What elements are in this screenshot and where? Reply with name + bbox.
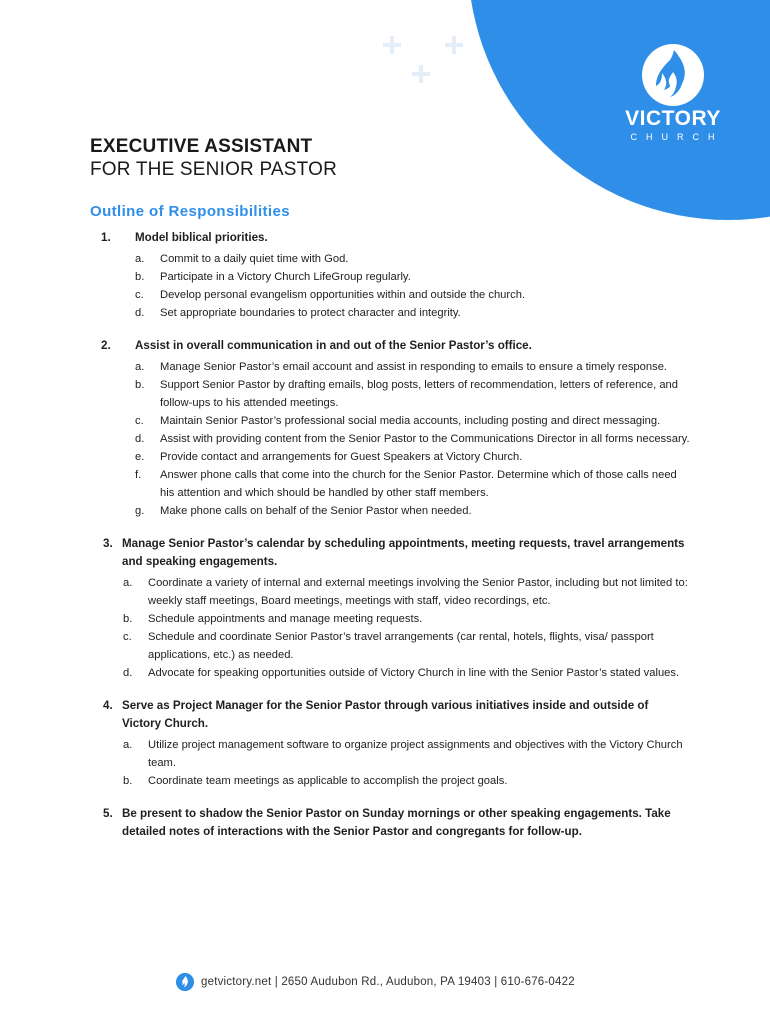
item-number: 3. — [103, 537, 113, 550]
item-letter: g. — [135, 505, 145, 517]
item-text: Advocate for speaking opportunities outside of Victory Church in line with the Senior Pastor’s stated values. — [148, 667, 680, 679]
list-item — [90, 664, 690, 682]
item-letter: d. — [123, 667, 133, 679]
responsibilities-list — [90, 229, 690, 856]
item-text: Utilize project management software to organize project assignments and objectives with the Victory Church team. — [148, 739, 683, 769]
page-title: EXECUTIVE ASSISTANT — [90, 136, 313, 157]
list-item — [90, 430, 690, 448]
item-text: Schedule and coordinate Senior Pastor’s travel arrangements (car rental, hotels, flights, visa/ passport applications, etc.) as needed. — [148, 631, 654, 661]
item-heading: Manage Senior Pastor’s calendar by scheduling appointments, meeting requests, travel arrangements and speaking engagements. — [122, 537, 685, 568]
list-item — [90, 574, 690, 610]
responsibility-3 — [90, 535, 690, 682]
item-number: 1. — [101, 231, 111, 244]
item-letter: d. — [135, 433, 145, 445]
item-heading: Assist in overall communication in and out of the Senior Pastor’s office. — [135, 339, 532, 352]
list-item — [90, 466, 690, 502]
page-subtitle: FOR THE SENIOR PASTOR — [90, 159, 338, 180]
item-text: Manage Senior Pastor’s email account and assist in responding to emails to ensure a timely response. — [160, 361, 668, 373]
list-item — [90, 268, 690, 286]
item-letter: b. — [135, 379, 145, 391]
item-number: 2. — [101, 339, 111, 352]
item-text: Participate in a Victory Church LifeGroup regularly. — [160, 271, 411, 283]
item-heading: Model biblical priorities. — [135, 231, 268, 244]
item-letter: b. — [123, 775, 133, 787]
flame-icon — [640, 42, 706, 108]
list-item — [90, 772, 690, 790]
item-letter: c. — [135, 415, 144, 427]
item-letter: b. — [135, 271, 145, 283]
item-text: Assist with providing content from the Senior Pastor to the Communications Director in all forms necessary. — [160, 433, 690, 445]
list-item — [90, 250, 690, 268]
list-item — [90, 358, 690, 376]
item-heading: Be present to shadow the Senior Pastor on Sunday mornings or other speaking engagements. Take detailed notes of interactions with the Senior Pastor and congregants for follow-up. — [122, 807, 671, 838]
item-text: Make phone calls on behalf of the Senior Pastor when needed. — [160, 505, 472, 517]
item-letter: c. — [123, 631, 132, 643]
item-letter: a. — [123, 739, 133, 751]
plus-decoration-icon — [445, 36, 463, 54]
list-item — [90, 736, 690, 772]
item-letter: a. — [135, 361, 145, 373]
list-item — [90, 502, 690, 520]
footer — [176, 973, 575, 991]
item-text: Coordinate team meetings as applicable to accomplish the project goals. — [148, 775, 508, 787]
responsibility-2 — [90, 337, 690, 520]
item-text: Set appropriate boundaries to protect character and integrity. — [160, 307, 461, 319]
section-title: Outline of Responsibilities — [90, 203, 290, 220]
flame-icon — [176, 973, 194, 991]
responsibility-1 — [90, 229, 690, 322]
item-text: Provide contact and arrangements for Guest Speakers at Victory Church. — [160, 451, 523, 463]
responsibility-5 — [90, 805, 690, 841]
list-item — [90, 610, 690, 628]
list-item — [90, 376, 690, 412]
responsibility-4 — [90, 697, 690, 790]
item-text: Support Senior Pastor by drafting emails, blog posts, letters of recommendation, letters of reference, and follow-ups to his attended meetings. — [160, 379, 679, 409]
item-letter: e. — [135, 451, 145, 463]
victory-church-logo — [618, 42, 728, 142]
item-number: 4. — [103, 699, 113, 712]
item-letter: a. — [123, 577, 133, 589]
item-letter: f. — [135, 469, 142, 481]
item-text: Maintain Senior Pastor’s professional social media accounts, including posting and direct messaging. — [160, 415, 661, 427]
footer-contact-text: getvictory.net | 2650 Audubon Rd., Audubon, PA 19403 | 610-676-0422 — [201, 976, 575, 988]
item-letter: d. — [135, 307, 145, 319]
item-text: Commit to a daily quiet time with God. — [160, 253, 349, 265]
list-item — [90, 448, 690, 466]
list-item — [90, 304, 690, 322]
logo-wordmark: VICTORY — [625, 107, 721, 130]
item-letter: b. — [123, 613, 133, 625]
list-item — [90, 412, 690, 430]
item-letter: a. — [135, 253, 145, 265]
item-number: 5. — [103, 807, 113, 820]
item-text: Schedule appointments and manage meeting requests. — [148, 613, 423, 625]
list-item — [90, 286, 690, 304]
item-letter: c. — [135, 289, 144, 301]
item-text: Coordinate a variety of internal and external meetings involving the Senior Pastor, including but not limited to: weekly staff meetings, Board meetings, meetings with staff, video recordings, etc. — [148, 577, 688, 607]
logo-subtitle: CHURCH — [630, 132, 724, 142]
item-text: Develop personal evangelism opportunities within and outside the church. — [160, 289, 526, 301]
list-item — [90, 628, 690, 664]
plus-decoration-icon — [383, 36, 401, 54]
plus-decoration-icon — [412, 65, 430, 83]
item-text: Answer phone calls that come into the church for the Senior Pastor. Determine which of those calls need his attention and which should be handled by other staff members. — [160, 469, 677, 499]
item-heading: Serve as Project Manager for the Senior Pastor through various initiatives inside and outside of Victory Church. — [122, 699, 649, 730]
